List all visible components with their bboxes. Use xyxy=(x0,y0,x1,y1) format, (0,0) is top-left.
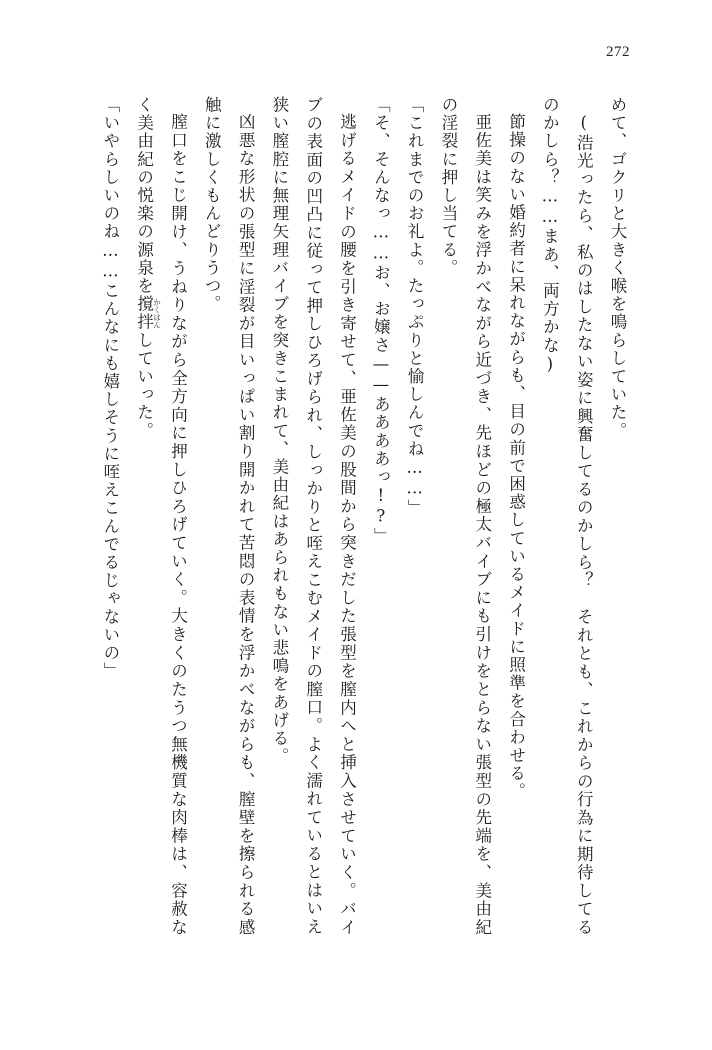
paragraph: (浩光ったら、私のはしたない姿に興奮してるのかしら？ それとも、これからの行為に期待してるのかしら？……まあ、両方かな) xyxy=(540,96,594,936)
paragraph: 「そ、そんなっ……お、お嬢さ——ああああっ!?」 xyxy=(371,96,391,546)
paragraph-with-ruby: 膣口をこじ開け、うねりながら全方向に押しひろげていく。大きくのたうつ無機質な肉棒は、容赦なく美由紀の悦楽の源泉を撹拌 かくはんしていった。 xyxy=(134,96,188,936)
paragraph: 「これまでのお礼よ。たっぷりと愉しんでね……」 xyxy=(405,96,425,518)
paragraph: 亜佐美は笑みを浮かべながら近づき、先ほどの極太バイブにも引けをとらない張型の先端を、美由紀の淫裂に押し当てる。 xyxy=(438,96,492,936)
paragraph: 節操のない婚約者に呆れながらも、目の前で困惑しているメイドに照準を合わせる。 xyxy=(506,112,526,801)
ruby-annotation: 撹拌 かくはん xyxy=(134,295,162,332)
paragraph: 「いやらしいのね……こんなにも嬉しそうに咥えこんでるじゃないの」 xyxy=(100,96,120,681)
page-number: 272 xyxy=(606,44,630,60)
page-body-text xyxy=(76,96,634,936)
paragraph: 逃げるメイドの腰を引き寄せて、亜佐美の股間から突きだした張型を膣内へと挿入させていく。バイブの表面の凹凸に従って押しひろげられ、しっかりと咥えこむメイドの膣口。よく濡れているとはいえ狭い膣腔に無理矢理バイブを突きこまれて、美由紀はあられもない悲鳴をあげる。 xyxy=(269,96,357,936)
paragraph: めて、ゴクリと大きく喉を鳴らしていた。 xyxy=(608,96,627,440)
paragraph: 凶悪な形状の張型に淫裂が目いっぱい割り開かれて苦悶の表情を浮かべながらも、膣壁を擦られる感触に激しくもんどりうつ。 xyxy=(202,96,256,936)
